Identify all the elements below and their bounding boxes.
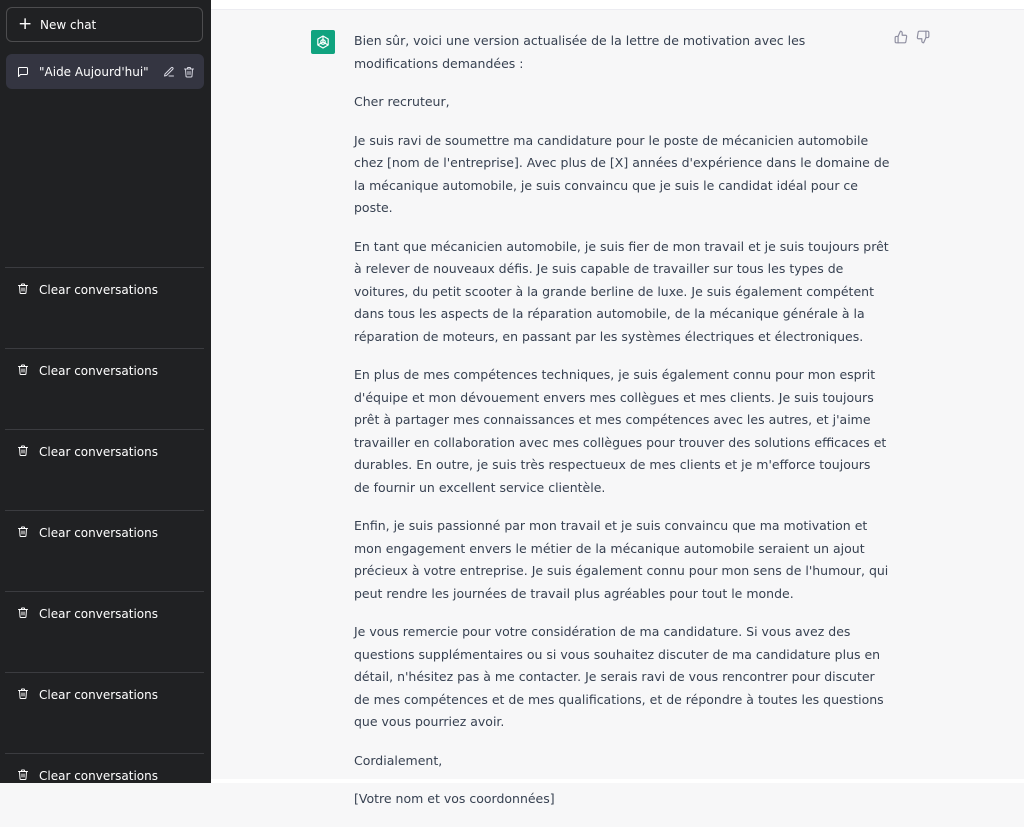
message-paragraph: [Votre nom et vos coordonnées] (354, 791, 555, 806)
trash-icon (17, 687, 29, 700)
clear-conversations-label: Clear conversations (39, 526, 159, 540)
trash-icon (17, 606, 29, 619)
trash-icon (17, 282, 29, 295)
clear-conversations-label: Clear conversations (39, 364, 159, 378)
sidebar-item-conversation[interactable] (6, 54, 204, 89)
chat-main (211, 10, 1024, 806)
clear-conversations-label: Clear conversations (39, 769, 159, 783)
clear-conversations-button[interactable] (5, 591, 204, 671)
message-paragraph: Je vous remercie pour votre considération de ma candidature. Si vous avez des questions supplémentaires ou si vous souhaitez discuter de ma candidature plus en détail, n'hésitez pas à me contacter. Je serais ravi de vous rencontrer pour discuter de mes compétences et de mes qualifications, et de répondre à toutes les questions que vous pourriez avoir. (354, 624, 884, 729)
clear-conversations-label: Clear conversations (39, 283, 159, 297)
top-bar (211, 0, 1024, 10)
sidebar (0, 0, 211, 783)
feedback-buttons (894, 30, 930, 44)
trash-icon (17, 444, 29, 457)
message-paragraph: Bien sûr, voici une version actualisée de la lettre de motivation avec les modifications demandées : (354, 33, 806, 71)
message-paragraph: Enfin, je suis passionné par mon travail et je suis convaincu que ma motivation et mon engagement envers le métier de la mécanique automobile seraient un ajout précieux à votre entreprise. Je suis également connu pour mon sens de l'humour, qui peut rendre les journées de travail plus agréables pour tout le monde. (354, 518, 889, 601)
clear-conversations-button[interactable] (5, 510, 204, 590)
message-paragraph: Cher recruteur, (354, 94, 450, 109)
assistant-message (354, 30, 890, 827)
message-paragraph: En plus de mes compétences techniques, je suis également connu pour mon esprit d'équipe et mon dévouement envers mes collègues et mes clients. Je suis toujours prêt à partager mes connaissances et mes compétences avec les autres, et j'aime travailler en collaboration avec mes collègues pour trouver des solutions efficaces et durables. En outre, je suis très respectueux de mes clients et je m'efforce toujours de fournir un excellent service clientèle. (354, 367, 887, 495)
trash-icon (17, 525, 29, 538)
message-paragraph: Cordialement, (354, 752, 443, 768)
openai-logo-icon (311, 30, 335, 54)
trash-icon (17, 363, 29, 376)
conversation-title: "Aide Aujourd'hui" (39, 64, 149, 79)
pencil-icon[interactable] (163, 66, 175, 78)
chat-bubble-icon (17, 66, 29, 78)
thumbs-down-icon[interactable] (916, 30, 930, 44)
plus-icon: + (18, 14, 33, 34)
clear-conversations-button[interactable] (5, 267, 204, 347)
clear-conversations-button[interactable] (5, 672, 204, 752)
new-chat-button[interactable] (6, 7, 203, 42)
message-paragraph: Je suis ravi de soumettre ma candidature pour le poste de mécanicien automobile chez [nom de l'entreprise]. Avec plus de [X] années d'expérience dans le domaine de la mécanique automobile, je suis convaincu que je suis le candidat idéal pour ce poste. (354, 132, 890, 215)
trash-icon (17, 768, 29, 781)
message-paragraph: En tant que mécanicien automobile, je suis fier de mon travail et je suis toujours prêt à relever de nouveaux défis. Je suis capable de travailler sur tous les types de voitures, du petit scooter à la grande berline de luxe. Je suis également compétent dans tous les aspects de la réparation automobile, de la mécanique générale à la réparation de moteurs, en passant par les systèmes électriques et électroniques. (354, 238, 889, 344)
clear-conversations-button[interactable] (5, 348, 204, 428)
bottom-bar (211, 779, 1024, 783)
clear-conversations-label: Clear conversations (39, 688, 159, 702)
thumbs-up-icon[interactable] (894, 30, 908, 44)
clear-conversations-label: Clear conversations (39, 445, 159, 459)
clear-conversations-button[interactable] (5, 753, 204, 783)
trash-icon[interactable] (183, 66, 195, 78)
clear-conversations-button[interactable] (5, 429, 204, 509)
clear-conversations-label: Clear conversations (39, 607, 159, 621)
new-chat-label: New chat (40, 17, 97, 32)
